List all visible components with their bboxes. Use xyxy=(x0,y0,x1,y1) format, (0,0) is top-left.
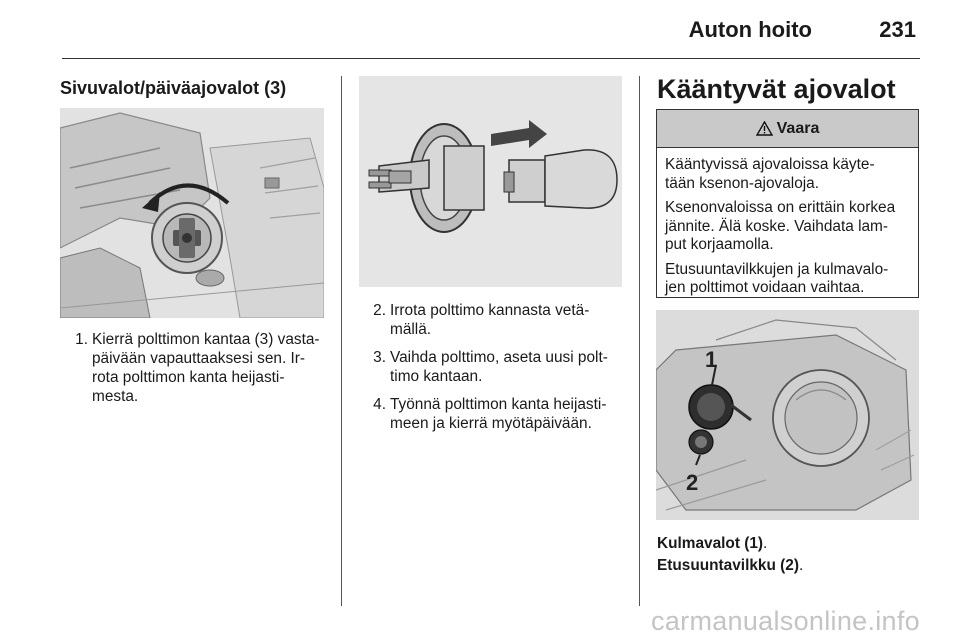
bulb-removal-illustration xyxy=(359,76,622,287)
caption-bold: Kulmavalot (1) xyxy=(657,535,764,552)
step-item-1 xyxy=(66,330,338,406)
bulb-holder-illustration xyxy=(60,108,324,318)
warning-paragraph xyxy=(665,156,911,193)
warning-line: jen polttimot voidaan vaihtaa. xyxy=(665,279,865,296)
caption-turn-signal xyxy=(657,557,803,575)
section-heading-sidelights: Sivuvalot/päiväajovalot (3) xyxy=(60,78,287,98)
step-number: 1. xyxy=(75,331,88,348)
warning-paragraph xyxy=(665,261,911,298)
column-divider-left xyxy=(341,76,342,606)
step-line: meen ja kierrä myötäpäivään. xyxy=(390,415,592,432)
warning-line: Ksenonvaloissa on erittäin korkea xyxy=(665,199,896,216)
step-number: 4. xyxy=(373,396,386,413)
figure-label-2: 2 xyxy=(686,470,699,495)
warning-line: Etusuuntavilkkujen ja kulmavalo- xyxy=(665,260,889,278)
caption-rest: . xyxy=(763,535,768,552)
step-item-3 xyxy=(364,348,636,386)
figure-bulb-holder-rotate xyxy=(60,108,324,318)
warning-box xyxy=(656,109,919,298)
step-line: timo kantaan. xyxy=(390,368,483,385)
steps-list-middle xyxy=(364,301,636,442)
step-number: 2. xyxy=(373,302,386,319)
step-line: rota polttimon kanta heijasti- xyxy=(92,369,285,386)
step-line: Vaihda polttimo, aseta uusi polt- xyxy=(390,349,608,366)
warning-line: put korjaamolla. xyxy=(665,236,774,253)
page-number: 231 xyxy=(879,17,916,42)
step-line: Irrota polttimo kannasta vetä- xyxy=(390,302,590,319)
headlamp-rear-illustration xyxy=(656,310,919,520)
warning-paragraph xyxy=(665,199,911,255)
step-number: 3. xyxy=(373,349,386,366)
warning-body xyxy=(657,148,918,298)
section-heading-adaptive-lights: Kääntyvät ajovalot xyxy=(657,74,896,104)
step-line: päivään vapauttaaksesi sen. Ir- xyxy=(92,350,306,367)
warning-title: Vaara xyxy=(776,119,820,137)
warning-header xyxy=(657,110,918,148)
figure-bulb-removal xyxy=(359,76,622,287)
warning-line: tään ksenon-ajovaloja. xyxy=(665,174,820,192)
warning-triangle-icon xyxy=(756,121,773,136)
warning-line: jännite. Älä koske. Vaihdata lam- xyxy=(665,217,888,235)
warning-line: Kääntyvissä ajovaloissa käyte- xyxy=(665,156,875,173)
caption-cornering-light xyxy=(657,535,767,553)
column-divider-right xyxy=(639,76,640,606)
watermark: carmanualsonline.info xyxy=(651,606,920,636)
caption-rest: . xyxy=(798,557,804,574)
steps-list-left xyxy=(66,330,338,415)
header-title: Auton hoito xyxy=(688,17,812,42)
step-item-4 xyxy=(364,395,636,433)
figure-label-1: 1 xyxy=(705,347,718,372)
caption-bold: Etusuuntavilkku (2) xyxy=(657,557,799,574)
step-item-2 xyxy=(364,301,636,339)
header-rule xyxy=(62,58,920,59)
step-line: mesta. xyxy=(92,388,139,405)
figure-headlamp-rear xyxy=(656,310,919,520)
step-line: Kierrä polttimon kantaa (3) vasta- xyxy=(92,331,320,348)
step-line: Työnnä polttimon kanta heijasti- xyxy=(390,396,607,413)
step-line: mällä. xyxy=(390,321,432,338)
